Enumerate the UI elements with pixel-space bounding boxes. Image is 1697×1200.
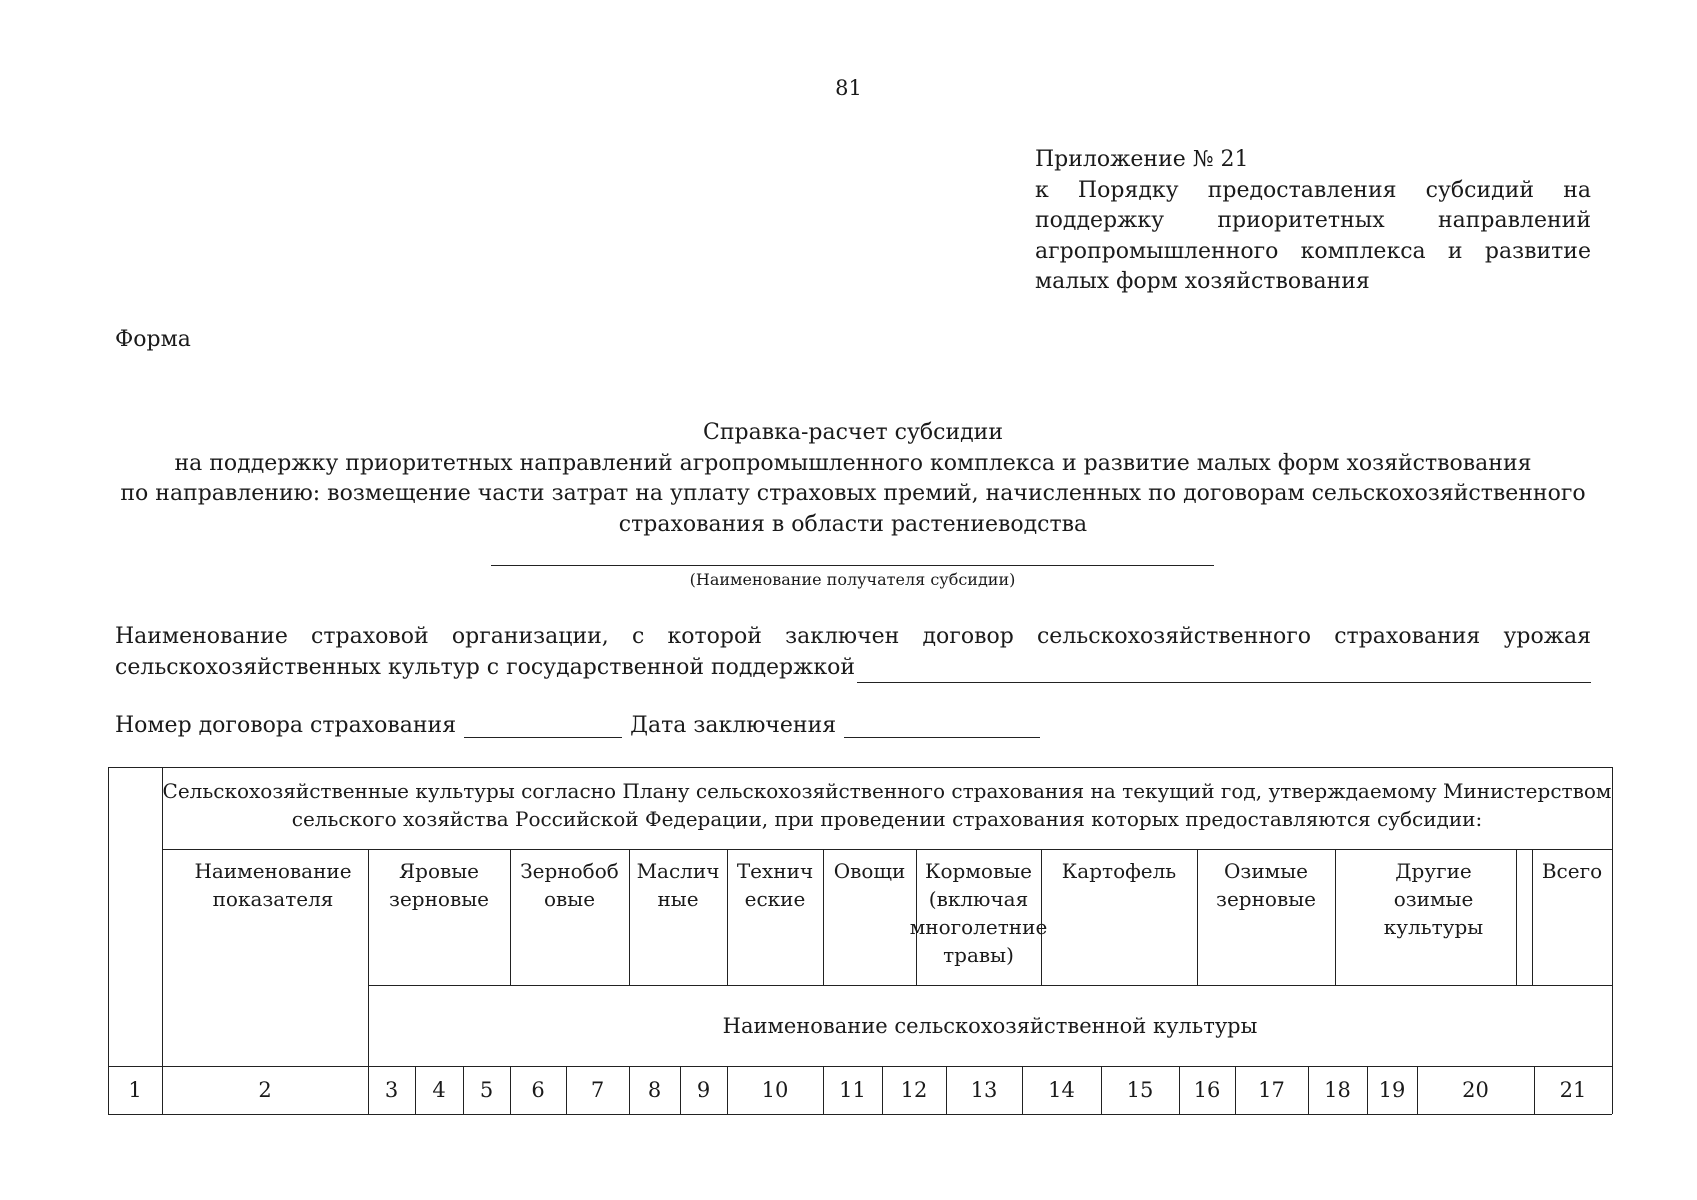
- subsidy-table: [108, 767, 1612, 1114]
- column-number: 20: [1462, 1078, 1489, 1102]
- column-number: 5: [479, 1078, 494, 1102]
- recipient-caption: (Наименование получателя субсидии): [689, 570, 1016, 589]
- page-number: 81: [835, 76, 862, 100]
- recipient-name-field[interactable]: [491, 565, 1214, 566]
- crop-name-row: Наименование сельскохозяйственной культуры: [722, 1013, 1258, 1038]
- crops-group-header-line-2: сельского хозяйства Российской Федерации, при проведении страхования которых предоставляются субсидии:: [291, 807, 1483, 831]
- document-title: [115, 418, 1591, 540]
- column-number: 15: [1126, 1078, 1154, 1102]
- title-line-1: Справка-расчет субсидии: [703, 420, 1003, 445]
- column-number: 10: [761, 1078, 789, 1102]
- insurer-block: [115, 622, 1591, 683]
- contract-date-field[interactable]: [844, 713, 1040, 738]
- column-number: 16: [1193, 1078, 1221, 1102]
- column-number: 4: [432, 1078, 446, 1102]
- appendix-title: Приложение № 21: [1035, 147, 1249, 172]
- column-number: 12: [900, 1078, 928, 1102]
- crops-group-header: [162, 767, 1612, 849]
- column-number: 14: [1048, 1078, 1075, 1102]
- crop-header-technical: Технич еские: [736, 859, 814, 911]
- column-number: 6: [531, 1078, 545, 1102]
- crop-header-winter-grain: Озимые зерновые: [1216, 859, 1316, 911]
- crop-header-spring-grain: Яровые зерновые: [389, 859, 489, 911]
- appendix-block: [1035, 145, 1591, 298]
- column-number: 3: [384, 1078, 399, 1102]
- crop-header-other-winter: Другие озимые культуры: [1383, 859, 1484, 939]
- crop-header-total: Всего: [1541, 859, 1603, 883]
- column-number: 21: [1559, 1078, 1587, 1102]
- indicator-header: Наименование показателя: [194, 859, 352, 911]
- crop-header-vegetables: Овощи: [833, 859, 906, 883]
- column-number: 7: [590, 1078, 605, 1102]
- column-number: 11: [839, 1078, 866, 1102]
- insurer-name-field[interactable]: [857, 660, 1591, 683]
- crop-header-potato: Картофель: [1061, 859, 1177, 883]
- appendix-line-2: поддержку приоритетных направлений: [1035, 208, 1591, 233]
- column-number: 13: [970, 1078, 998, 1102]
- title-line-4: страхования в области растениеводства: [618, 511, 1088, 537]
- column-number: 1: [128, 1078, 142, 1102]
- column-number: 19: [1378, 1078, 1406, 1102]
- column-number: 8: [647, 1078, 662, 1102]
- crop-header-legumes: Зернобоб овые: [520, 859, 619, 911]
- column-number: 9: [696, 1078, 711, 1102]
- column-number: 2: [258, 1078, 272, 1102]
- column-number: 17: [1258, 1078, 1285, 1102]
- title-line-3: по направлению: возмещение части затрат на уплату страховых премий, начисленных по договорам сельскохозяйственного: [120, 481, 1586, 506]
- form-label: Форма: [115, 327, 191, 352]
- contract-date-label: Дата заключения: [630, 713, 837, 738]
- appendix-line-4: малых форм хозяйствования: [1035, 269, 1370, 294]
- contract-row: [115, 713, 1040, 738]
- column-number: 18: [1324, 1078, 1351, 1102]
- crops-group-header-line-1: Сельскохозяйственные культуры согласно Плану сельскохозяйственного страхования на текущий год, утверждаемому Министерством: [162, 779, 1612, 803]
- contract-number-label: Номер договора страхования: [115, 713, 457, 738]
- insurer-line-1: Наименование страховой организации, с которой заключен договор сельскохозяйственного страхования урожая: [115, 624, 1591, 649]
- crop-header-oilseeds: Маслич ные: [636, 859, 720, 911]
- appendix-line-3: агропромышленного комплекса и развитие: [1035, 238, 1591, 264]
- contract-number-field[interactable]: [464, 713, 622, 738]
- appendix-line-1: к Порядку предоставления субсидий на: [1035, 177, 1591, 203]
- title-line-2: на поддержку приоритетных направлений агропромышленного комплекса и развитие малых форм хозяйствования: [174, 450, 1532, 476]
- insurer-line-2: сельскохозяйственных культур с государственной поддержкой: [115, 654, 855, 680]
- crop-header-forage: Кормовые (включая многолетние травы): [909, 859, 1048, 967]
